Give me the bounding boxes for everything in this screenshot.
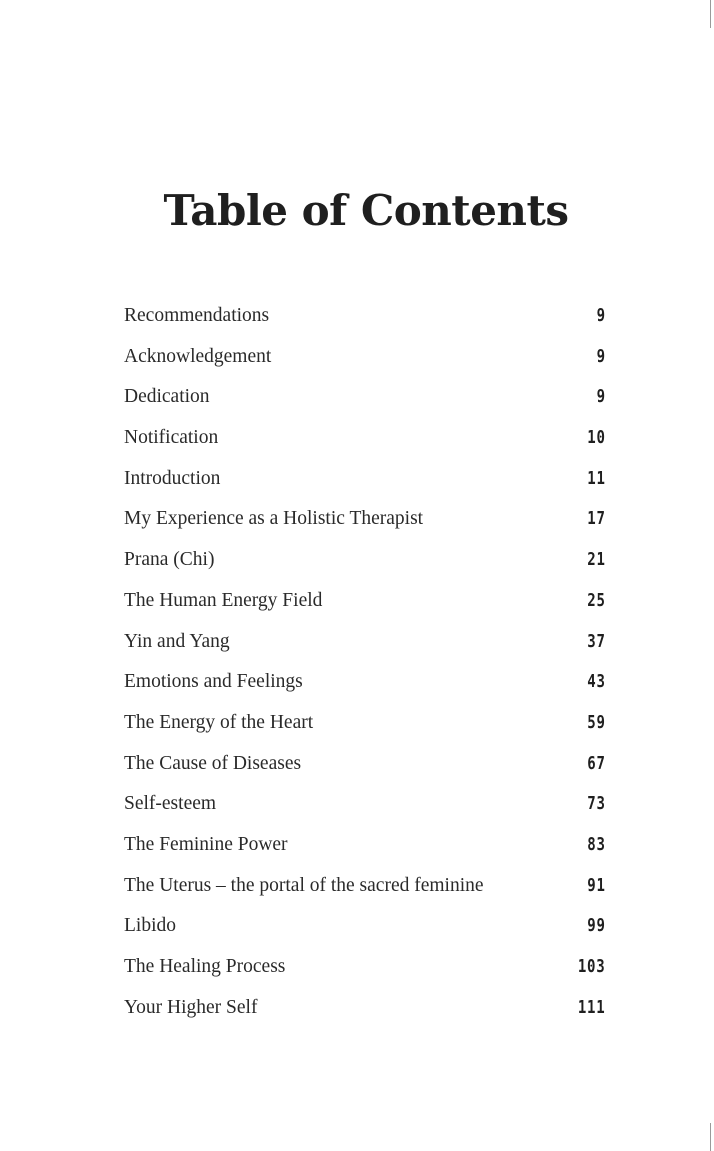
toc-entry-title: The Uterus – the portal of the sacred feminine: [124, 874, 484, 896]
toc-entry-page-number: 43: [587, 671, 606, 693]
toc-entry[interactable]: [124, 343, 606, 384]
toc-entry[interactable]: [124, 709, 606, 750]
toc-entry[interactable]: [124, 302, 606, 343]
toc-entry-title: Introduction: [124, 467, 221, 489]
toc-entry-title: Acknowledgement: [124, 345, 272, 367]
toc-entry-title: Emotions and Feelings: [124, 671, 303, 693]
toc-entry-title: Notification: [124, 427, 219, 449]
toc-entry-page-number: 83: [587, 833, 606, 855]
page-edge-mark-bottom: [710, 1123, 711, 1151]
toc-entry-page-number: 10: [587, 427, 606, 449]
toc-entry[interactable]: [124, 587, 606, 628]
toc-entry[interactable]: [124, 628, 606, 669]
toc-entry-title: The Energy of the Heart: [124, 711, 314, 733]
toc-entry-title: Prana (Chi): [124, 549, 215, 571]
toc-entry-page-number: 111: [578, 996, 606, 1018]
toc-entry[interactable]: [124, 994, 606, 1035]
toc-entry-title: Recommendations: [124, 305, 270, 326]
toc-entry-page-number: 9: [596, 386, 606, 408]
toc-entry-page-number: 21: [587, 549, 606, 571]
toc-entry[interactable]: [124, 831, 606, 872]
page-title: Table of Contents: [163, 186, 569, 235]
toc-entry-title: Self-esteem: [124, 793, 217, 815]
toc-entry[interactable]: [124, 383, 606, 424]
toc-entry-title: The Human Energy Field: [124, 589, 323, 611]
toc-entry-title: Dedication: [124, 386, 210, 408]
toc-entry[interactable]: [124, 872, 606, 913]
toc-entry-title: Libido: [124, 915, 176, 937]
toc-entry-page-number: 25: [587, 589, 606, 611]
toc-entry[interactable]: [124, 465, 606, 506]
toc-entry[interactable]: [124, 750, 606, 791]
toc-entry-title: My Experience as a Holistic Therapist: [124, 508, 424, 530]
toc-entry-title: The Feminine Power: [124, 833, 288, 855]
toc-entry-page-number: 59: [587, 711, 606, 733]
toc-entry-page-number: 103: [578, 956, 606, 977]
toc-entry-title: The Cause of Diseases: [124, 752, 302, 774]
toc-entry-page-number: 9: [596, 305, 606, 326]
toc-entry[interactable]: [124, 505, 606, 546]
toc-entry-page-number: 37: [587, 630, 606, 652]
toc-entry-page-number: 73: [587, 793, 606, 815]
toc-entry-page-number: 17: [587, 508, 606, 530]
toc-entry-title: Yin and Yang: [124, 630, 230, 652]
toc-entry-page-number: 9: [596, 345, 606, 367]
toc-entry-title: Your Higher Self: [124, 996, 258, 1018]
toc-entry[interactable]: [124, 790, 606, 831]
page-edge-mark-top: [710, 0, 711, 28]
toc-entry-title: The Healing Process: [124, 956, 286, 977]
toc-entry-page-number: 99: [587, 915, 606, 937]
toc-entry-page-number: 91: [587, 874, 606, 896]
toc-entry[interactable]: [124, 546, 606, 587]
table-of-contents: [124, 302, 606, 1034]
toc-entry[interactable]: [124, 953, 606, 994]
toc-entry-page-number: 67: [587, 752, 606, 774]
toc-entry[interactable]: [124, 424, 606, 465]
toc-entry[interactable]: [124, 912, 606, 953]
toc-entry[interactable]: [124, 668, 606, 709]
toc-entry-page-number: 11: [587, 467, 606, 489]
